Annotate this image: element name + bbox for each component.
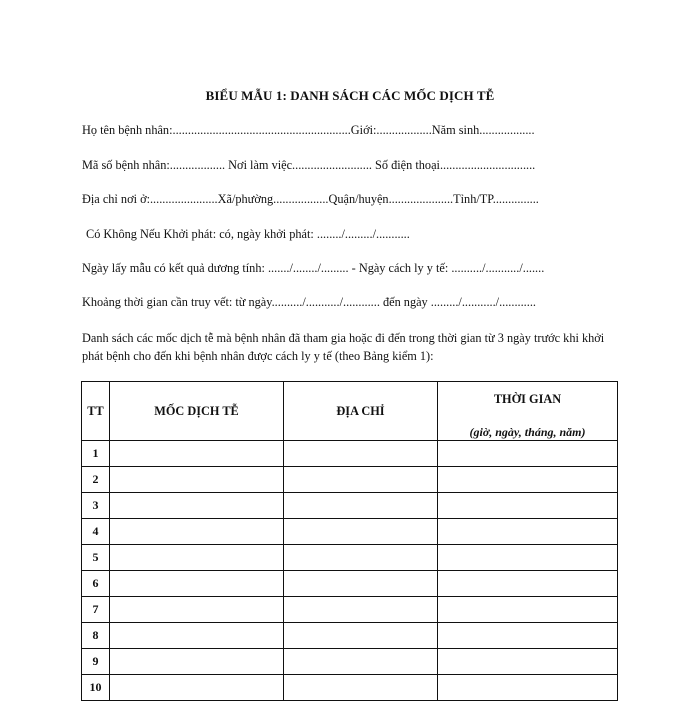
table-row xyxy=(82,519,618,545)
table-row xyxy=(82,441,618,467)
header-milestone: MỐC DỊCH TỄ xyxy=(110,382,284,441)
table-row xyxy=(82,597,618,623)
row-number: 2 xyxy=(82,467,110,493)
time-cell[interactable] xyxy=(438,623,618,649)
address-cell[interactable] xyxy=(284,649,438,675)
row-number: 7 xyxy=(82,597,110,623)
sample-date-line: Ngày lấy mẫu có kết quả dương tính: ......./......../......... - Ngày cách ly y tế: ........../.........../....... xyxy=(82,261,545,275)
milestone-cell[interactable] xyxy=(110,467,284,493)
table-row xyxy=(82,493,618,519)
table-row xyxy=(82,545,618,571)
time-cell[interactable] xyxy=(438,493,618,519)
row-number: 9 xyxy=(82,649,110,675)
address-cell[interactable] xyxy=(284,467,438,493)
address-line: Địa chỉ nơi ở:......................Xã/phường..................Quận/huyện.....................Tỉnh/TP............... xyxy=(82,192,539,206)
milestone-cell[interactable] xyxy=(110,649,284,675)
row-number: 8 xyxy=(82,623,110,649)
table-row xyxy=(82,649,618,675)
time-cell[interactable] xyxy=(438,545,618,571)
milestone-cell[interactable] xyxy=(110,493,284,519)
milestone-cell[interactable] xyxy=(110,597,284,623)
time-cell[interactable] xyxy=(438,649,618,675)
table-row xyxy=(82,467,618,493)
patient-info-line: Họ tên bệnh nhân:..........................................................Giới:..................Năm sinh.................. xyxy=(82,123,535,137)
time-cell[interactable] xyxy=(438,467,618,493)
address-cell[interactable] xyxy=(284,545,438,571)
milestone-cell[interactable] xyxy=(110,571,284,597)
time-cell[interactable] xyxy=(438,571,618,597)
table-row xyxy=(82,571,618,597)
milestone-cell[interactable] xyxy=(110,675,284,701)
header-tt: TT xyxy=(82,382,110,441)
address-cell[interactable] xyxy=(284,441,438,467)
address-cell[interactable] xyxy=(284,597,438,623)
row-number: 4 xyxy=(82,519,110,545)
trace-period-line: Khoảng thời gian cần truy vết: từ ngày........../.........../............ đến ngày ........./.........../............ xyxy=(82,295,536,309)
address-cell[interactable] xyxy=(284,493,438,519)
table-row xyxy=(82,675,618,701)
patient-id-line: Mã số bệnh nhân:.................. Nơi làm việc.......................... Số điện thoại............................... xyxy=(82,158,536,172)
milestones-table xyxy=(81,381,618,701)
time-cell[interactable] xyxy=(438,597,618,623)
table-body xyxy=(82,441,618,701)
row-number: 10 xyxy=(82,675,110,701)
address-cell[interactable] xyxy=(284,675,438,701)
row-number: 5 xyxy=(82,545,110,571)
milestone-cell[interactable] xyxy=(110,519,284,545)
header-time-title: THỜI GIAN xyxy=(493,392,562,406)
row-number: 3 xyxy=(82,493,110,519)
address-cell[interactable] xyxy=(284,623,438,649)
row-number: 6 xyxy=(82,571,110,597)
row-number: 1 xyxy=(82,441,110,467)
milestone-cell[interactable] xyxy=(110,545,284,571)
table-row xyxy=(82,623,618,649)
time-cell[interactable] xyxy=(438,441,618,467)
address-cell[interactable] xyxy=(284,519,438,545)
time-cell[interactable] xyxy=(438,519,618,545)
milestone-cell[interactable] xyxy=(110,623,284,649)
time-cell[interactable] xyxy=(438,675,618,701)
header-time-subtitle: (giờ, ngày, tháng, năm) xyxy=(469,425,586,439)
header-time xyxy=(438,382,618,441)
instructions-paragraph: Danh sách các mốc dịch tễ mà bệnh nhân đã tham gia hoặc đi đến trong thời gian từ 3 ngày trước khi khởi phát bệnh cho đến khi bệnh nhân được cách ly y tế (theo Bảng kiểm 1): xyxy=(82,331,605,363)
milestone-cell[interactable] xyxy=(110,441,284,467)
table-header-row xyxy=(82,382,618,441)
address-cell[interactable] xyxy=(284,571,438,597)
form-title: BIỂU MẪU 1: DANH SÁCH CÁC MỐC DỊCH TỄ xyxy=(205,88,495,103)
onset-line: Có Không Nếu Khởi phát: có, ngày khởi phát: ......../........./........... xyxy=(86,227,410,241)
header-address: ĐỊA CHỈ xyxy=(284,382,438,441)
